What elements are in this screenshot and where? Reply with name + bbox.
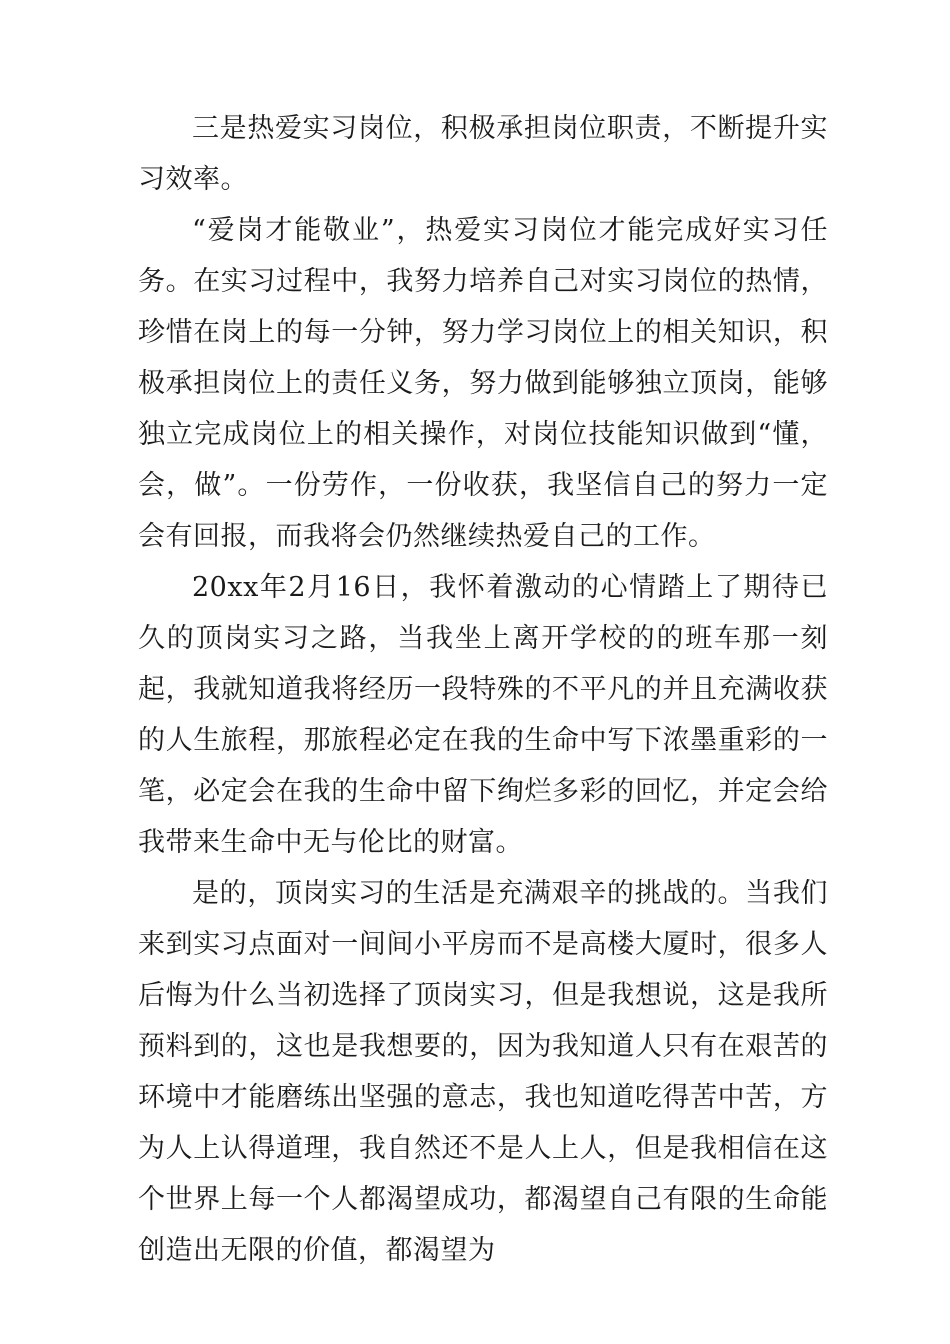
paragraph-3: 20xx年2月16日，我怀着激动的心情踏上了期待已久的顶岗实习之路，当我坐上离开学校的的班车那一刻起，我就知道我将经历一段特殊的不平凡的并且充满收获的人生旅程，那旅程必定在我的生命中写下浓墨重彩的一笔，必定会在我的生命中留下绚烂多彩的回忆，并定会给我带来生命中无与伦比的财富。 <box>138 572 828 858</box>
paragraph-1: 三是热爱实习岗位，积极承担岗位职责，不断提升实习效率。 <box>138 113 828 195</box>
paragraph-4: 是的，顶岗实习的生活是充满艰辛的挑战的。当我们来到实习点面对一间间小平房而不是高楼大厦时，很多人后悔为什么当初选择了顶岗实习，但是我想说，这是我所预料到的，这也是我想要的，因为我知道人只有在艰苦的环境中才能磨练出坚强的意志，我也知道吃得苦中苦，方为人上认得道理，我自然还不是人上人，但是我相信在这个世界上每一个人都渴望成功，都渴望自己有限的生命能创造出无限的价值，都渴望为 <box>138 878 828 1266</box>
document-body <box>138 103 828 1276</box>
paragraph-2: “爱岗才能敬业”，热爱实习岗位才能完成好实习任务。在实习过程中，我努力培养自己对实习岗位的热情，珍惜在岗上的每一分钟，努力学习岗位上的相关知识，积极承担岗位上的责任义务，努力做到能够独立顶岗，能够独立完成岗位上的相关操作，对岗位技能知识做到“懂，会，做”。一份劳作，一份收获，我坚信自己的努力一定会有回报，而我将会仍然继续热爱自己的工作。 <box>138 215 828 552</box>
